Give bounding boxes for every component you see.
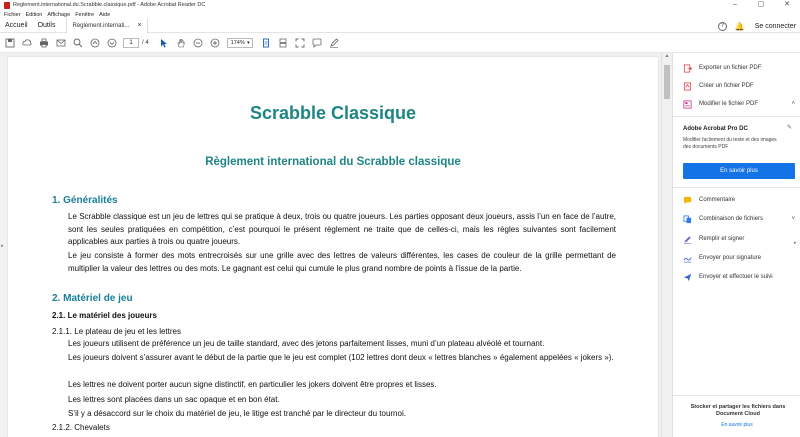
previous-page-icon[interactable] (89, 37, 100, 48)
maximize-button[interactable]: ▢ (757, 1, 765, 8)
close-window-button[interactable]: ✕ (784, 1, 790, 8)
document-subtitle: Règlement international du Scrabble classique (205, 156, 461, 168)
send-for-signature-label: Envoyer pour signature (699, 255, 762, 261)
hand-tool-icon[interactable] (176, 37, 187, 48)
cloud-upload-icon[interactable] (21, 37, 32, 48)
chevron-up-icon[interactable]: ˄ (791, 101, 795, 107)
edit-pdf-item[interactable] (683, 98, 795, 110)
next-page-icon[interactable] (106, 37, 117, 48)
fill-sign-item[interactable] (683, 233, 795, 245)
export-pdf-label: Exporter un fichier PDF (699, 65, 762, 71)
comment-label: Commentaire (699, 197, 736, 203)
save-icon[interactable] (4, 37, 15, 48)
section-2-1-1-line-5: S’il y a désaccord sur le choix du matériel de jeu, le litige est tranché par le directeur du tournoi. (68, 409, 406, 418)
create-pdf-icon (683, 82, 692, 91)
print-icon[interactable] (38, 37, 49, 48)
learn-more-button[interactable]: En savoir plus (683, 163, 795, 179)
notification-bell-icon[interactable]: 🔔 (734, 21, 745, 31)
menu-window[interactable]: Fenêtre (75, 11, 95, 18)
create-pdf-label: Créer un fichier PDF (699, 83, 754, 89)
section-1-paragraph-2: Le jeu consiste à former des mots entrecroisés sur une grille avec des lettres de valeurs différentes, les cases de couleur de la grille permettant de multiplier la valeur des lettres ou des mots. Le gagnant est celui qui cumule le plus grand nombre de points à l’issue de la partie. (68, 251, 616, 273)
highlight-pen-icon[interactable] (329, 37, 340, 48)
page-number-input[interactable]: 1 (123, 38, 139, 48)
window-title: Reglement.international.du.Scrabble.classique.pdf - Adobe Acrobat Reader DC (13, 2, 206, 8)
fill-sign-icon (683, 235, 692, 244)
promo-description: Modifier facilement du texte et des images des documents PDF (683, 137, 777, 150)
divider (673, 395, 800, 396)
sign-in-link[interactable]: Se connecter (754, 22, 796, 30)
document-cloud-text: Stocker et partager les fichiers dans Document Cloud (690, 404, 786, 417)
section-2-1-2-heading: 2.1.2. Chevalets (52, 423, 110, 432)
comment-icon (683, 196, 692, 205)
send-and-track-label: Envoyer et effectuer le suivi (699, 274, 773, 280)
acrobat-app-icon (4, 2, 10, 9)
pdf-page (8, 57, 658, 437)
menu-help[interactable]: Aide (99, 11, 111, 18)
help-icon[interactable]: ? (718, 22, 727, 31)
tab-tools[interactable]: Outils (37, 22, 56, 29)
comment-item[interactable] (683, 194, 795, 206)
window-controls (722, 0, 800, 10)
section-2-1-heading: 2.1. Le matériel des joueurs (52, 311, 157, 320)
menu-view[interactable]: Affichage (47, 11, 71, 18)
section-2-1-1-line-4: Les lettres sont placées dans un sac opaque et en bon état. (68, 395, 280, 404)
send-for-signature-item[interactable] (683, 252, 795, 264)
comment-icon[interactable] (312, 37, 323, 48)
menu-file[interactable]: Fichier (4, 11, 21, 18)
menu-edit[interactable]: Edition (25, 11, 43, 18)
document-title: Scrabble Classique (249, 103, 417, 123)
fullscreen-icon[interactable] (295, 37, 306, 48)
export-pdf-item[interactable] (683, 62, 795, 74)
edit-pdf-label: Modifier le fichier PDF (699, 101, 759, 107)
zoom-out-icon[interactable] (193, 37, 204, 48)
section-1-paragraph-1: Le Scrabble classique est un jeu de lettres qui se pratique à deux, trois ou quatre joueurs. Les parties opposant deux joueurs, assis l’un en face de l’autre, sont les seules pratiquées en compétition, c’est pourquoi le présent règlement ne traite que de celles-ci, mais les règles suivantes sont facilement applicables aux parties à trois ou quatre joueurs. (68, 212, 616, 246)
divider (673, 116, 800, 117)
section-2-1-1-line-1: Les joueurs utilisent de préférence un jeu de taille standard, avec des jetons parfaitement lisses, muni d’un plateau alvéolé et tournant. (68, 339, 545, 348)
export-pdf-icon (683, 64, 692, 73)
title-bar (0, 0, 800, 10)
combine-files-item[interactable] (683, 213, 795, 225)
scroll-up-arrow-icon[interactable]: ▲ (664, 53, 670, 59)
email-icon[interactable] (55, 37, 66, 48)
section-2-1-1-line-3: Les lettres ne doivent porter aucun signe distinctif, en particulier les jokers doivent être propres et lisses. (68, 380, 437, 389)
tab-bar (0, 19, 800, 33)
section-2-1-1-line-2: Les joueurs doivent s’assurer avant le début de la partie que le jeu est complet (102 lettres dont deux « lettres blanches » également appelées « jokers »). (68, 353, 614, 362)
cloud-learn-more-link[interactable]: En savoir plus (721, 422, 753, 428)
section-2-heading: 2. Matériel de jeu (52, 293, 133, 304)
tab-home[interactable]: Accueil (5, 22, 28, 29)
section-2-1-1-heading: 2.1.1. Le plateau de jeu et les lettres (52, 327, 181, 336)
send-for-signature-icon (683, 254, 692, 263)
right-panel-collapse-icon[interactable]: ▸ (794, 240, 797, 246)
edit-pdf-icon (683, 100, 692, 109)
tab-document[interactable] (66, 19, 147, 33)
send-and-track-item[interactable] (683, 271, 795, 283)
minimize-button[interactable]: – (733, 1, 737, 8)
combine-files-icon (683, 215, 692, 224)
vertical-scrollbar[interactable] (661, 53, 672, 437)
zoom-level-select[interactable]: 174% ▾ (227, 38, 253, 48)
select-cursor-icon[interactable] (159, 37, 170, 48)
zoom-in-icon[interactable] (210, 37, 221, 48)
left-panel-toggle-icon[interactable]: ▸ (1, 243, 4, 249)
create-pdf-item[interactable] (683, 80, 795, 92)
search-icon[interactable] (72, 37, 83, 48)
promo-title: Adobe Acrobat Pro DC (683, 126, 748, 132)
tab-document-label: Reglement.internati... (72, 22, 130, 29)
scrollbar-thumb[interactable] (664, 65, 670, 99)
scroll-mode-icon[interactable] (278, 37, 289, 48)
chevron-down-icon[interactable]: ˅ (791, 216, 795, 222)
tools-right-panel (672, 53, 800, 437)
document-viewport[interactable] (0, 53, 672, 437)
send-and-track-icon (683, 273, 692, 282)
close-tab-icon[interactable]: × (137, 22, 142, 29)
fit-page-icon[interactable] (261, 37, 272, 48)
fill-sign-label: Remplir et signer (699, 236, 745, 242)
toolbar (0, 33, 800, 53)
combine-files-label: Combinaison de fichiers (699, 216, 764, 222)
section-1-heading: 1. Généralités (52, 195, 118, 206)
page-total: / 4 (142, 39, 149, 46)
divider (673, 187, 800, 188)
pin-icon[interactable]: ✎ (786, 125, 792, 131)
account-area (710, 19, 796, 33)
